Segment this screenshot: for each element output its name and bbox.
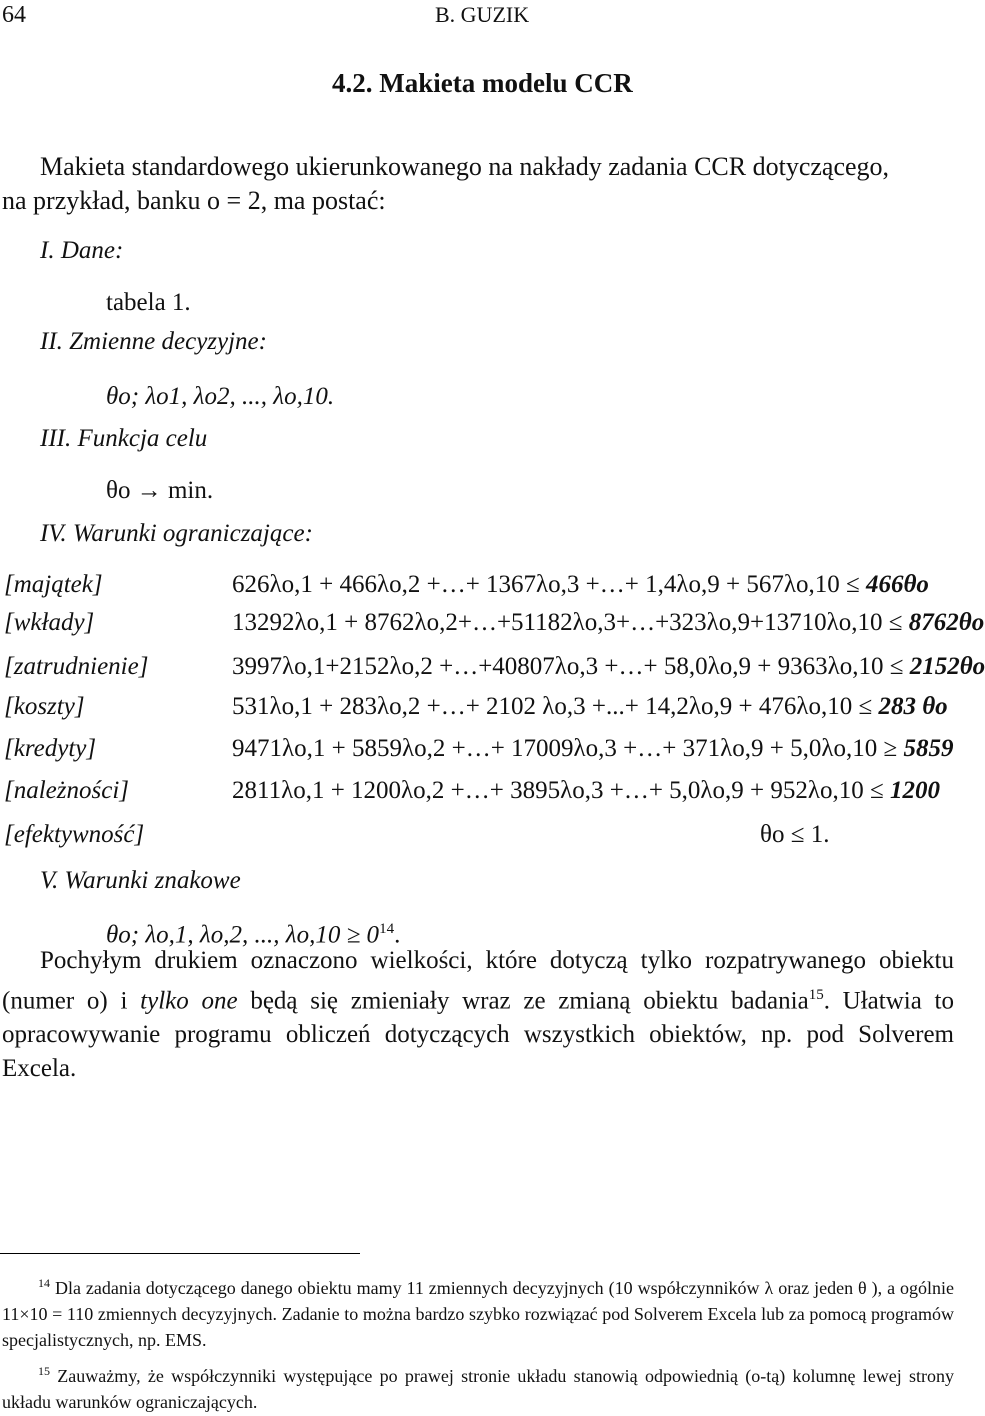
section-5-body: θo; λo,1, λo,2, ..., $\lambda o,10 \ge 0^{14}$. bbox=[106, 921, 401, 949]
section-3-body: θo → min. bbox=[106, 477, 214, 504]
constraint-rhs: 8762θo bbox=[908, 609, 985, 636]
constraint-label: [efektywność] bbox=[4, 821, 145, 848]
footnote-number: 15 bbox=[38, 1364, 50, 1378]
constraint-expression: 531λo,1 + 283λo,2 +…+ 2102 λo,3 +...+ 14,2λo,9 + 476λo,10 ≤ 283 θo bbox=[232, 693, 948, 720]
constraint-label: [koszty] bbox=[4, 693, 85, 720]
section-5-title: V. Warunki znakowe bbox=[40, 867, 241, 894]
footnote-14: $^{14}$ Dla zadania dotyczącego danego obiektu mamy 11 zmiennych decyzyjnych (10 współczynników λ oraz jeden θ ), a ogólnie 11×10 = 110 zmiennych decyzyjnych. Zadanie to można bardzo szybko rozwiązać pod Solverem Excela lub za pomocą programów specjalistycznych, np. EMS. bbox=[2, 1276, 954, 1350]
constraint-expression: 3997λo,1+2152λo,2 +…+40807λo,3 +…+ 58,0λo,9 + 9363λo,10 ≤ 2152θo bbox=[232, 653, 985, 680]
footnote-number: 14 bbox=[38, 1276, 50, 1290]
section-1-body: tabela 1. bbox=[106, 289, 191, 316]
constraint-label: [zatrudnienie] bbox=[4, 653, 149, 680]
constraint-rhs: 283 θo bbox=[878, 693, 948, 720]
footnote-ref-14[interactable]: 14 bbox=[379, 921, 395, 937]
footnote-separator bbox=[0, 1253, 360, 1254]
section-3-title: III. Funkcja celu bbox=[40, 425, 208, 452]
section-4-title: IV. Warunki ograniczające: bbox=[40, 520, 313, 547]
section-1-title: I. Dane: bbox=[40, 237, 124, 264]
section-2-title: II. Zmienne decyzyjne: bbox=[40, 328, 267, 355]
intro-line-1: Makieta standardowego ukierunkowanego na nakłady zadania CCR dotyczącego, bbox=[40, 152, 890, 181]
footnote-15: $^{15}$ Zauważmy, że współczynniki występujące po prawej stronie układu stanowią odpowiednią (o-tą) kolumnę lewej strony układu warunków ograniczających. bbox=[2, 1364, 954, 1412]
constraint-label: [wkłady] bbox=[4, 609, 95, 636]
constraint-expression: 626λo,1 + 466λo,2 +…+ 1367λo,3 +…+ 1,4λo,9 + 567λo,10 ≤ 466θo bbox=[232, 571, 929, 598]
page-number: 64 bbox=[2, 2, 26, 28]
intro-line-2: na przykład, banku o = 2, ma postać: bbox=[2, 186, 386, 215]
constraint-rhs: 466θo bbox=[865, 571, 929, 598]
section-2-body: θo; λo1, λo2, ..., λo,10. bbox=[106, 383, 335, 410]
constraint-expression: 13292λo,1 + 8762λo,2+…+51182λo,3+…+323λo,9+13710λo,10 ≤ 8762θo bbox=[232, 609, 985, 636]
closing-paragraph: Pochyłym drukiem oznaczono wielkości, które dotyczą tylko rozpatrywanego obiektu (numer o) i tylko one będą się zmieniały wraz ze zmianą obiektu badania$^{15}$. Ułatwia to opracowywanie programu obliczeń dotyczących wszystkich obiektów, np. pod Solverem Excela. bbox=[2, 947, 954, 1083]
constraint-label: [kredyty] bbox=[4, 735, 97, 762]
constraint-rhs: 5859 bbox=[903, 735, 954, 762]
constraint-expression: 9471λo,1 + 5859λo,2 +…+ 17009λo,3 +…+ 371λo,9 + 5,0λo,10 ≥ 5859 bbox=[232, 735, 954, 762]
section-title: 4.2. Makieta modelu CCR bbox=[332, 68, 633, 98]
constraint-label: [należności] bbox=[4, 777, 129, 804]
constraint-rhs: 1200 bbox=[890, 777, 940, 804]
constraint-expression: θo ≤ 1. bbox=[760, 821, 830, 848]
footnote-ref-15[interactable]: 15 bbox=[808, 987, 824, 1003]
running-title: B. GUZIK bbox=[435, 2, 530, 27]
constraint-rhs: 2152θo bbox=[909, 653, 985, 680]
constraint-expression: 2811λo,1 + 1200λo,2 +…+ 3895λo,3 +…+ 5,0λo,9 + 952λo,10 ≤ 1200 bbox=[232, 777, 940, 804]
constraint-label: [majątek] bbox=[4, 571, 103, 598]
